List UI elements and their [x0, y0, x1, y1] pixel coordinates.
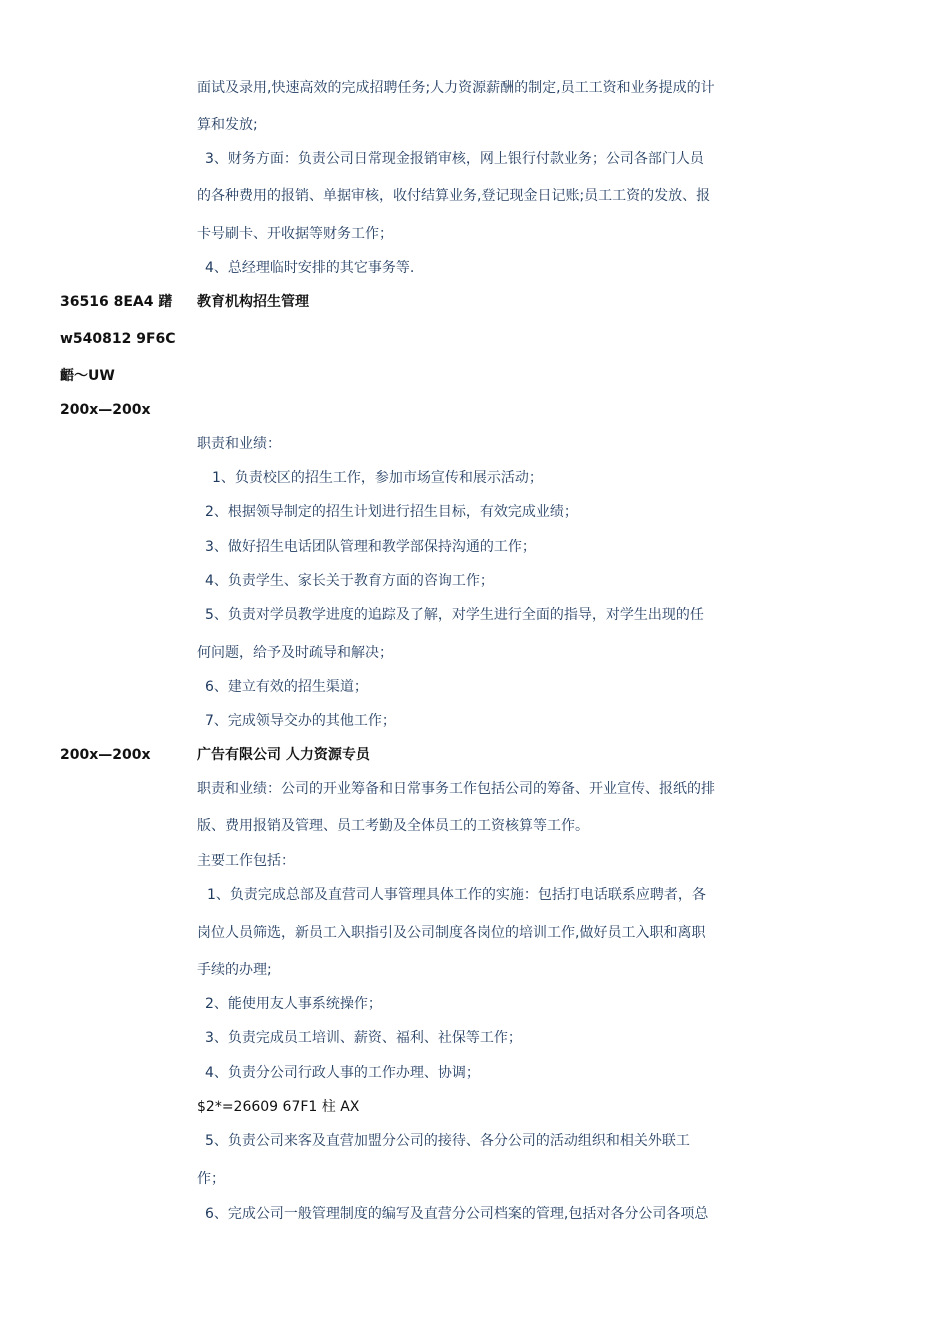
left-column-code: 齬～UW — [60, 368, 115, 384]
list-item: 4、总经理临时安排的其它事务等. — [205, 260, 415, 276]
paragraph-line: 版、费用报销及管理、员工考勤及全体员工的工资核算等工作。 — [197, 818, 589, 834]
stray-code-line: $2*=26609 67F1 柱 AX — [197, 1099, 360, 1115]
paragraph-line: 主要工作包括： — [197, 853, 295, 869]
date-range: 200x—200x — [60, 402, 151, 418]
list-item: 7、完成领导交办的其他工作； — [205, 713, 396, 729]
paragraph-line: 卡号刷卡、开收据等财务工作； — [197, 226, 393, 242]
list-item: 6、建立有效的招生渠道； — [205, 679, 368, 695]
paragraph-line: 何问题，给予及时疏导和解决； — [197, 645, 393, 661]
paragraph-line: 面试及录用,快速高效的完成招聘任务;人力资源薪酬的制定,员工工资和业务提成的计 — [197, 80, 715, 96]
paragraph-line: 职责和业绩： — [197, 436, 281, 452]
paragraph-line: 算和发放; — [197, 117, 258, 133]
paragraph-line: 岗位人员筛选，新员工入职指引及公司制度各岗位的培训工作,做好员工入职和离职 — [197, 925, 706, 941]
list-item: 3、做好招生电话团队管理和教学部保持沟通的工作； — [205, 539, 536, 555]
paragraph-line: 作； — [197, 1171, 225, 1187]
paragraph-line: 的各种费用的报销、单据审核，收付结算业务,登记现金日记账;员工工资的发放、报 — [197, 188, 711, 204]
date-range: 200x—200x — [60, 747, 151, 763]
list-item: 4、负责分公司行政人事的工作办理、协调； — [205, 1065, 480, 1081]
paragraph-line: 手续的办理; — [197, 962, 272, 978]
list-item: 3、财务方面：负责公司日常现金报销审核，网上银行付款业务；公司各部门人员 — [205, 151, 704, 167]
list-item: 4、负责学生、家长关于教育方面的咨询工作； — [205, 573, 494, 589]
list-item: 1、负责校区的招生工作，参加市场宣传和展示活动； — [212, 470, 543, 486]
list-item: 2、能使用友人事系统操作； — [205, 996, 382, 1012]
section-title: 教育机构招生管理 — [197, 294, 309, 310]
list-item: 3、负责完成员工培训、薪资、福利、社保等工作； — [205, 1030, 522, 1046]
section-title: 广告有限公司 人力资源专员 — [197, 747, 370, 763]
list-item: 5、负责对学员教学进度的追踪及了解，对学生进行全面的指导，对学生出现的任 — [205, 607, 704, 623]
left-column-code: w540812 9F6C — [60, 331, 176, 347]
list-item: 6、完成公司一般管理制度的编写及直营分公司档案的管理,包括对各分公司各项总 — [205, 1206, 709, 1222]
left-column-code: 36516 8EA4 躇 — [60, 294, 173, 310]
list-item: 2、根据领导制定的招生计划进行招生目标，有效完成业绩； — [205, 504, 578, 520]
list-item: 5、负责公司来客及直营加盟分公司的接待、各分公司的活动组织和相关外联工 — [205, 1133, 690, 1149]
paragraph-line: 职责和业绩：公司的开业筹备和日常事务工作包括公司的筹备、开业宣传、报纸的排 — [197, 781, 715, 797]
list-item: 1、负责完成总部及直营司人事管理具体工作的实施：包括打电话联系应聘者，各 — [207, 887, 706, 903]
